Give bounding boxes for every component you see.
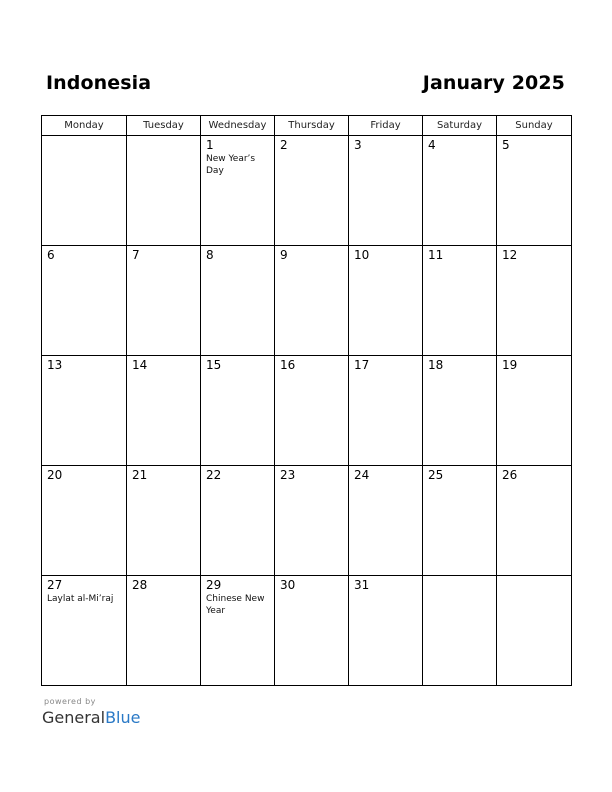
holiday-label: Laylat al-Mi’raj [47,594,114,604]
day-number: 24 [354,468,370,482]
holiday-label: New Year’s Day [206,154,256,176]
day-number: 3 [354,138,362,152]
weekday-saturday: Saturday [423,116,497,136]
month-title: January 2025 [422,72,565,94]
day-number: 10 [354,248,370,262]
day-cell [423,356,497,466]
day-cell [275,136,349,246]
week-row [42,356,572,466]
day-number: 27 [47,578,63,592]
day-number: 15 [206,358,222,372]
day-cell [275,356,349,466]
day-number: 29 [206,578,222,592]
day-cell [42,576,127,686]
day-number: 19 [502,358,518,372]
day-cell [349,576,423,686]
day-cell [42,356,127,466]
week-row [42,246,572,356]
day-number: 18 [428,358,444,372]
day-cell [275,576,349,686]
day-number: 4 [428,138,436,152]
weekday-monday: Monday [42,116,127,136]
day-number: 1 [206,138,214,152]
day-cell [349,466,423,576]
day-cell [423,576,497,686]
day-number: 9 [280,248,288,262]
day-number: 13 [47,358,63,372]
day-number: 25 [428,468,444,482]
day-number: 11 [428,248,444,262]
day-number: 6 [47,248,55,262]
day-cell [423,246,497,356]
day-cell [349,246,423,356]
day-cell [497,356,572,466]
day-number: 17 [354,358,370,372]
day-number: 5 [502,138,510,152]
day-cell [423,136,497,246]
week-row [42,576,572,686]
day-number: 23 [280,468,296,482]
day-cell [201,246,275,356]
day-cell [275,246,349,356]
day-cell [42,246,127,356]
day-number: 31 [354,578,370,592]
day-number: 28 [132,578,148,592]
weekday-sunday: Sunday [497,116,572,136]
day-number: 7 [132,248,140,262]
holiday-label: Chinese New Year [206,594,265,616]
week-row [42,136,572,246]
day-number: 22 [206,468,222,482]
weekday-thursday: Thursday [275,116,349,136]
day-number: 14 [132,358,148,372]
day-cell [42,136,127,246]
logo-blue: Blue [105,708,141,727]
day-cell [497,136,572,246]
day-cell [201,576,275,686]
day-number: 26 [502,468,518,482]
day-cell [349,136,423,246]
day-cell [349,356,423,466]
day-cell [127,356,201,466]
weekday-tuesday: Tuesday [127,116,201,136]
day-number: 2 [280,138,288,152]
day-cell [127,466,201,576]
day-number: 20 [47,468,63,482]
day-cell [497,466,572,576]
day-cell [201,356,275,466]
day-cell [497,246,572,356]
day-cell [275,466,349,576]
day-cell [127,136,201,246]
calendar-grid [41,115,572,686]
day-number: 8 [206,248,214,262]
day-number: 30 [280,578,296,592]
country-title: Indonesia [46,72,152,94]
day-number: 21 [132,468,148,482]
weekday-header-row [42,116,572,136]
day-cell [423,466,497,576]
day-cell [201,466,275,576]
generalblue-logo [42,708,140,727]
week-row [42,466,572,576]
weekday-friday: Friday [349,116,423,136]
day-cell [127,576,201,686]
logo-general: General [42,708,106,727]
day-number: 16 [280,358,296,372]
day-cell [127,246,201,356]
day-cell [42,466,127,576]
weekday-wednesday: Wednesday [201,116,275,136]
day-number: 12 [502,248,518,262]
day-cell [201,136,275,246]
day-cell [497,576,572,686]
powered-by-text: powered by [44,697,96,706]
